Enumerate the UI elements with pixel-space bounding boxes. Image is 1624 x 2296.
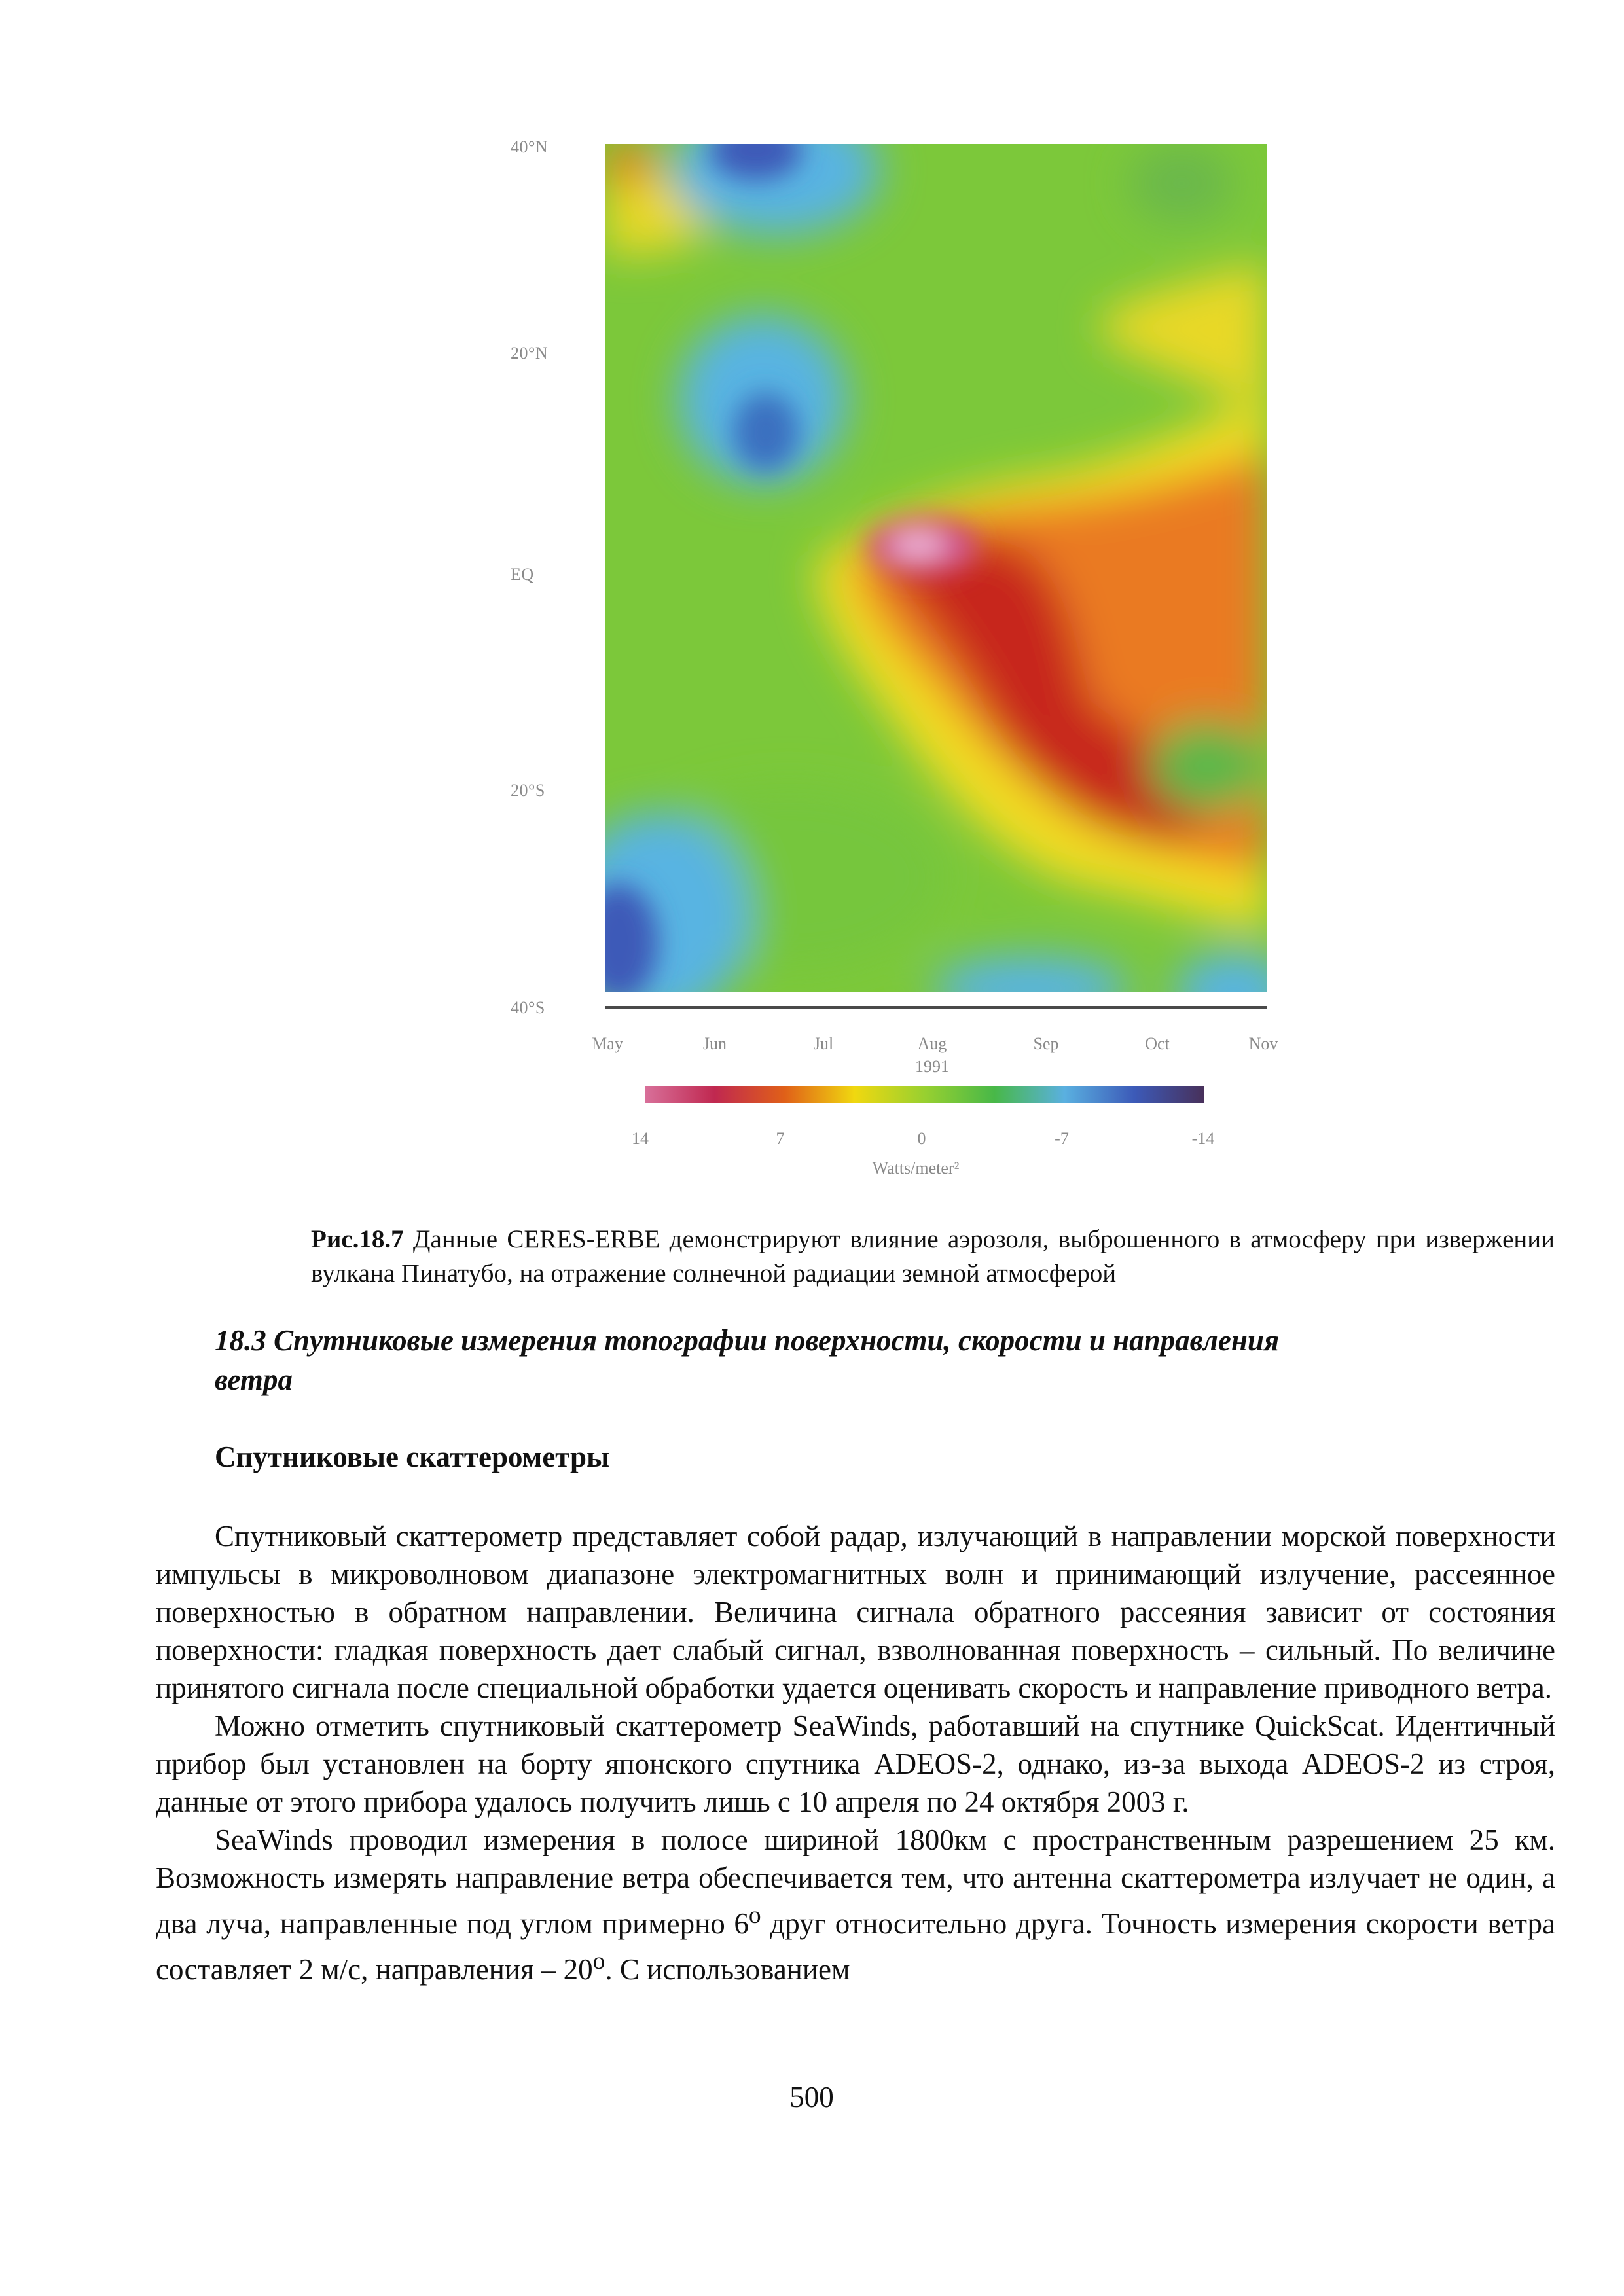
paragraph-text: SeaWinds проводил измерения в полосе шириной 1800км с пространственным разрешением 25 км. Возможность измерять направление ветра обеспечивается тем, что антенна скаттерометра излучает не один, а два луча, направленные под углом примерно 6 (156, 1823, 1555, 1940)
y-tick-label: 40°S (511, 998, 545, 1017)
x-tick-label: Jul (813, 1034, 834, 1053)
y-tick-label: 40°N (511, 137, 549, 156)
colorbar-tick: 0 (917, 1129, 926, 1148)
colorbar-label: Watts/meter² (872, 1158, 960, 1177)
figure (484, 124, 1309, 1198)
x-axis-line (605, 1006, 1267, 1009)
paragraph (156, 1821, 1555, 1988)
subsection-title: Спутниковые скаттерометры (215, 1441, 610, 1473)
body-text (156, 1517, 1555, 1988)
x-tick-label: Sep (1033, 1034, 1059, 1053)
paragraph-text: . С использованием (605, 1953, 850, 1986)
colorbar (645, 1086, 1204, 1103)
degree-superscript: о (748, 1902, 761, 1929)
paragraph-text: друг относительно друга. Точность измерения скорости ветра составляет 2 м/с, направления – 20 (156, 1907, 1556, 1986)
y-tick-label: 20°N (511, 344, 549, 363)
colorbar-tick: 14 (632, 1129, 649, 1148)
year-label: 1991 (915, 1057, 949, 1076)
section-title: 18.3 Спутниковые измерения топографии поверхности, скорости и направления ветра (215, 1324, 1280, 1396)
x-tick-label: Oct (1145, 1034, 1170, 1053)
x-tick-label: May (592, 1034, 623, 1053)
caption-label: Рис.18.7 (311, 1225, 404, 1253)
caption-text: Данные CERES-ERBE демонстрируют влияние аэрозоля, выброшенного в атмосферу при извержении вулкана Пинатубо, на отражение солнечной радиации земной атмосферой (311, 1225, 1555, 1287)
x-tick-label: Jun (702, 1034, 727, 1053)
heatmap-image (605, 144, 1267, 992)
y-tick-label: EQ (511, 565, 534, 584)
page-number: 500 (789, 2081, 834, 2113)
degree-superscript: о (592, 1948, 605, 1975)
x-tick-label: Nov (1248, 1034, 1278, 1053)
colorbar-tick: -7 (1055, 1129, 1069, 1148)
paragraph: Спутниковый скаттерометр представляет собой радар, излучающий в направлении морской поверхности импульсы в микроволновом диапазоне электромагнитных волн и принимающий излучение, рассеянное поверхностью в обратном направлении. Величина сигнала обратного рассеяния зависит от состояния поверхности: гладкая поверхность дает слабый сигнал, взволнованная поверхность – сильный. По величине принятого сигнала после специальной обработки удается оценивать скорость и направление приводного ветра. (156, 1520, 1555, 1704)
colorbar-tick: 7 (776, 1129, 785, 1148)
paragraph: Можно отметить спутниковый скаттерометр SeaWinds, работавший на спутнике QuickScat. Идентичный прибор был установлен на борту японского спутника ADEOS-2, однако, из-за выхода ADEOS-2 из строя, данные от этого прибора удалось получить лишь с 10 апреля по 24 октября 2003 г. (156, 1710, 1555, 1818)
x-tick-label: Aug (917, 1034, 947, 1053)
figure-caption (311, 1223, 1555, 1291)
colorbar-tick: -14 (1191, 1129, 1215, 1148)
y-tick-label: 20°S (511, 781, 545, 800)
